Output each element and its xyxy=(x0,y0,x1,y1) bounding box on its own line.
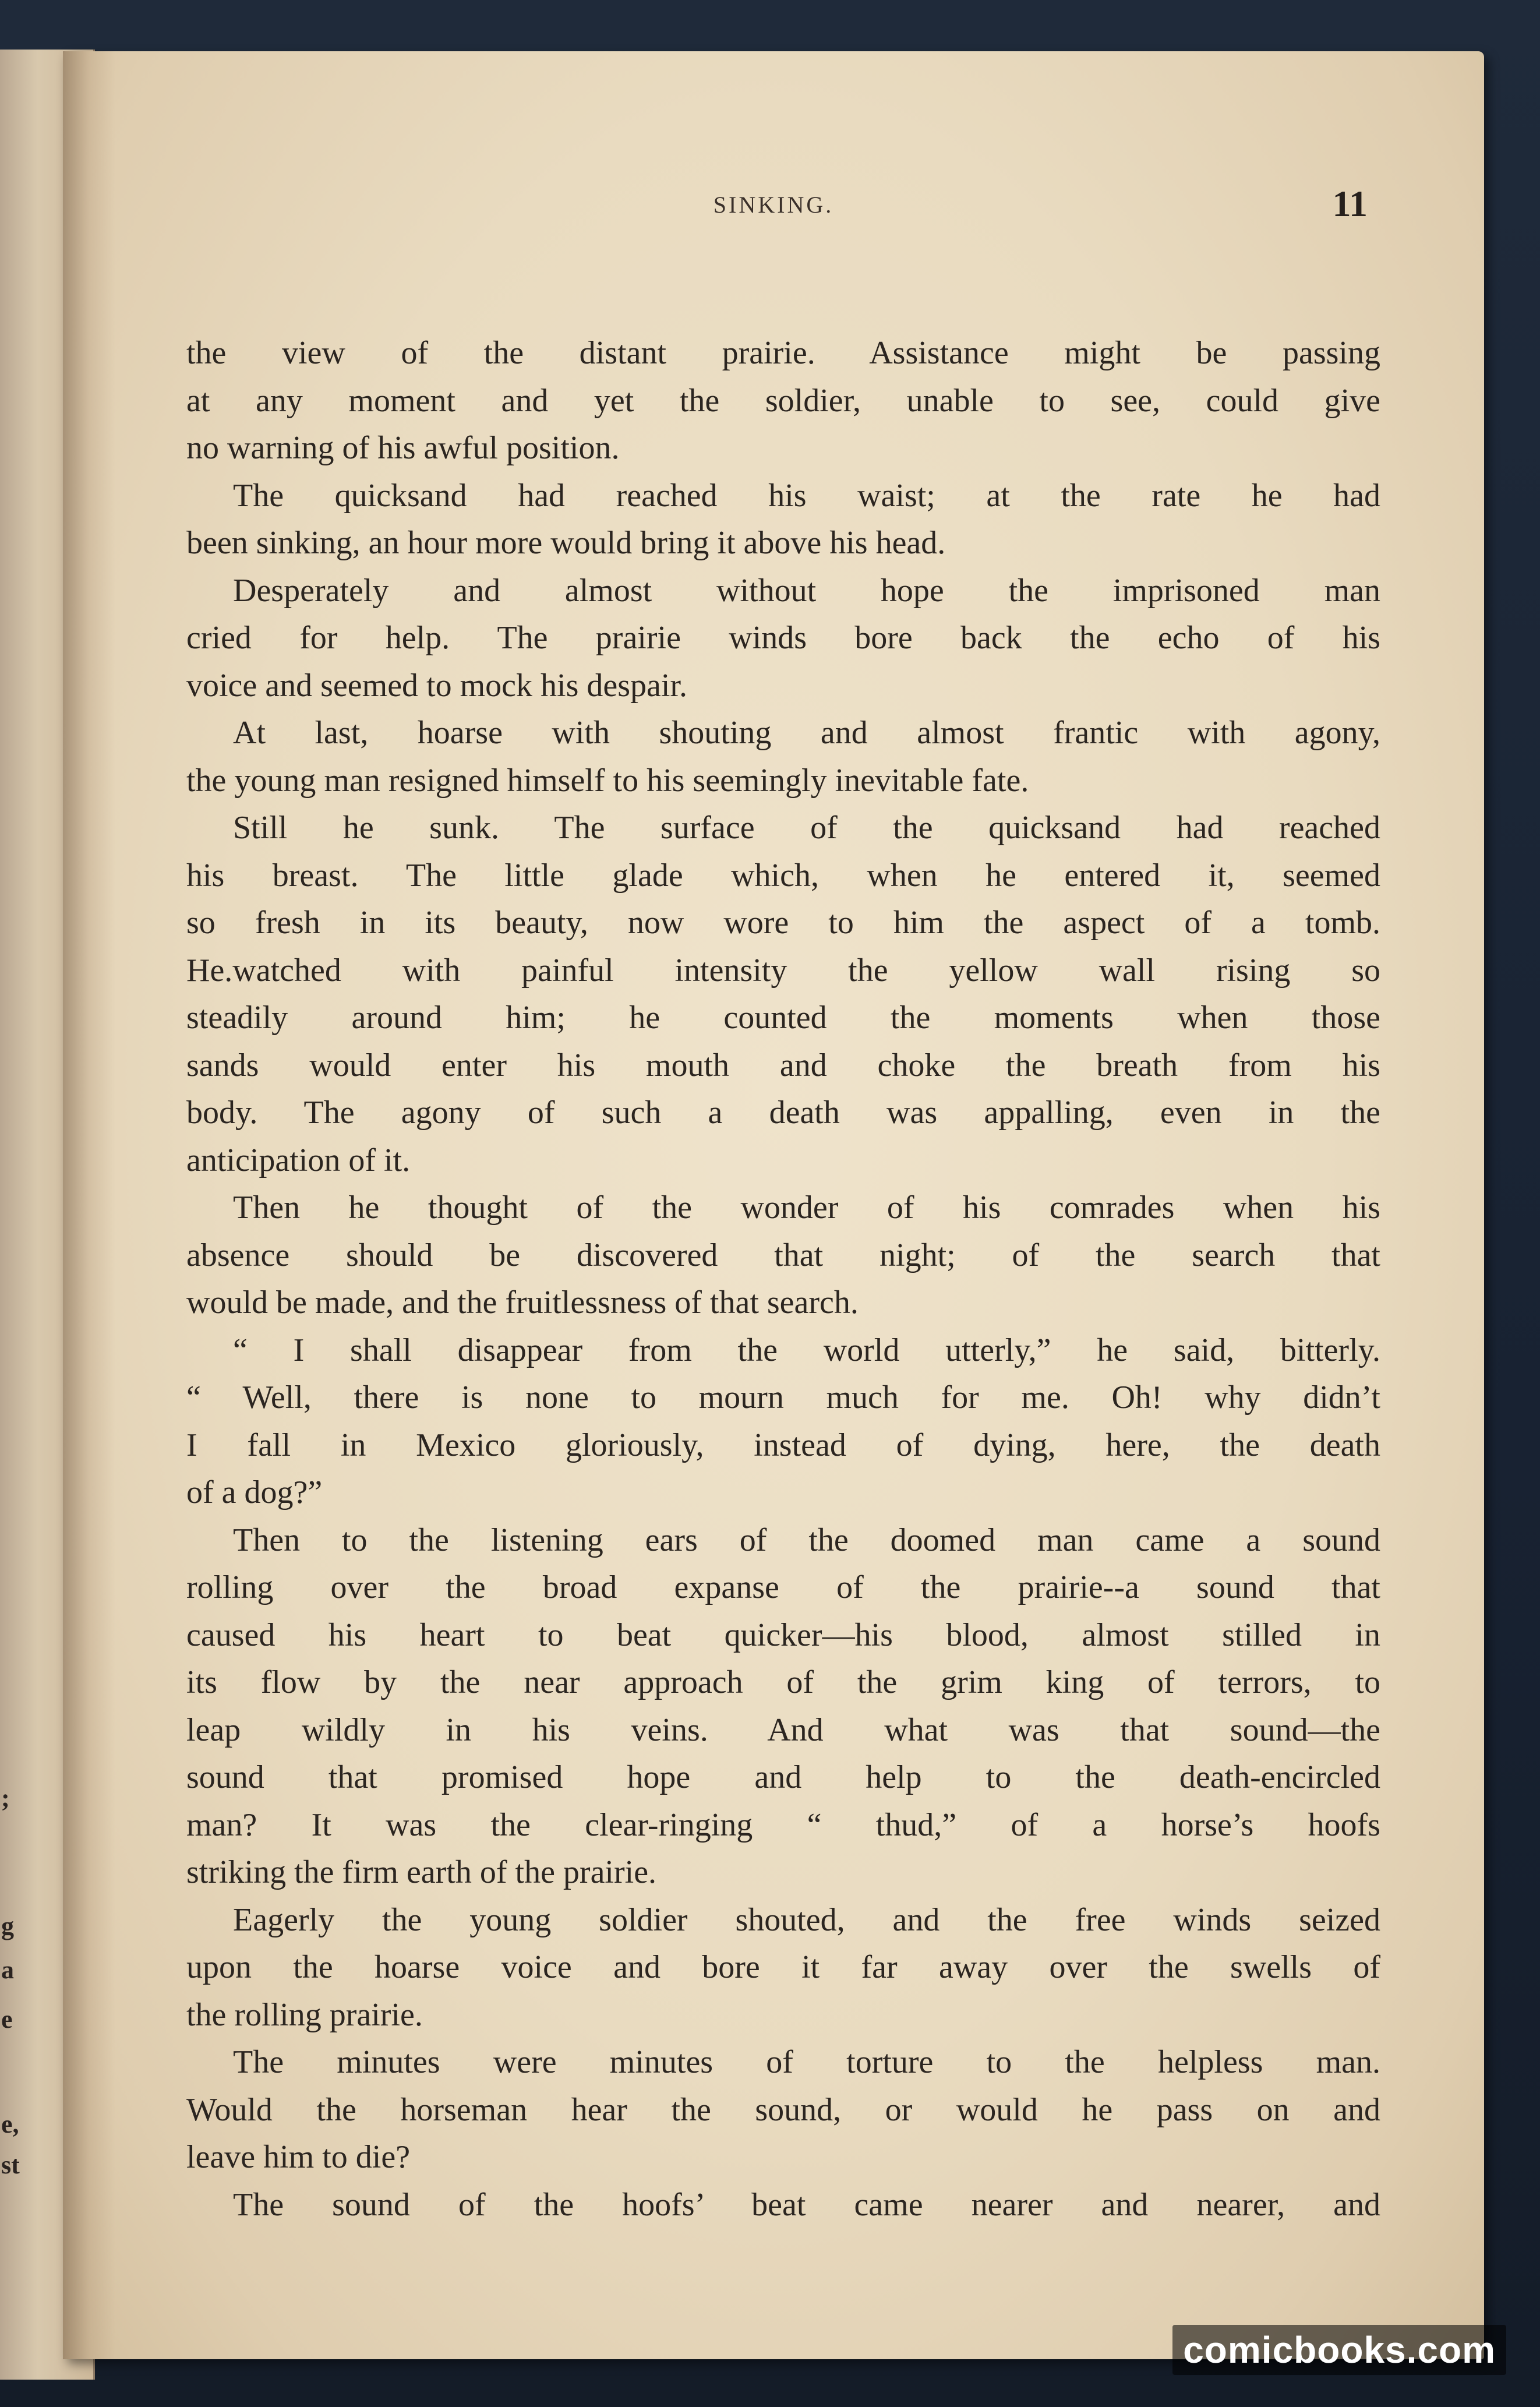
text-line: upon the hoarse voice and bore it far away over the swells of xyxy=(186,1949,1380,1985)
text-line: The quicksand had reached his waist; at the rate he had xyxy=(233,477,1380,514)
text-line: Would the horseman hear the sound, or would he pass on and xyxy=(186,2091,1380,2128)
text-line: sands would enter his mouth and choke the breath from his xyxy=(186,1047,1380,1083)
text-line: I fall in Mexico gloriously, instead of dying, here, the death xyxy=(186,1427,1380,1463)
text-line: “ Well, there is none to mourn much for me. Oh! why didn’t xyxy=(186,1379,1380,1416)
text-line: The sound of the hoofs’ beat came nearer and nearer, and xyxy=(233,2186,1380,2223)
facing-page-fragment: e xyxy=(1,2005,13,2034)
text-line: would be made, and the fruitlessness of that search. xyxy=(186,1284,859,1321)
text-line: striking the firm earth of the prairie. xyxy=(186,1854,657,1890)
text-line: Then to the listening ears of the doomed man came a sound xyxy=(233,1522,1380,1558)
facing-page-fragment: e, xyxy=(1,2110,19,2138)
facing-page-fragment: ; xyxy=(1,1784,10,1812)
running-head: SINKING. xyxy=(713,192,834,218)
text-line: Then he thought of the wonder of his comrades when his xyxy=(233,1190,1380,1226)
text-line: so fresh in its beauty, now wore to him the aspect of a tomb. xyxy=(186,905,1380,941)
text-line: Eagerly the young soldier shouted, and the free winds seized xyxy=(233,1901,1380,1938)
text-line: “ I shall disappear from the world utterly,” he said, bitterly. xyxy=(233,1332,1380,1368)
text-line: no warning of his awful position. xyxy=(186,430,620,466)
text-line: sound that promised hope and help to the death-encircled xyxy=(186,1759,1380,1795)
text-line: rolling over the broad expanse of the prairie--a sound that xyxy=(186,1569,1380,1605)
text-line: He.watched with painful intensity the yellow wall rising so xyxy=(186,952,1380,989)
text-line: leap wildly in his veins. And what was that sound—the xyxy=(186,1711,1380,1748)
text-line: the rolling prairie. xyxy=(186,1996,423,2033)
text-line: man? It was the clear-ringing “ thud,” of a horse’s hoofs xyxy=(186,1806,1380,1843)
site-watermark: comicbooks.com xyxy=(1172,2325,1506,2375)
page-gutter-shadow xyxy=(63,51,115,2359)
text-line: voice and seemed to mock his despair. xyxy=(186,667,687,704)
text-line: At last, hoarse with shouting and almost frantic with agony, xyxy=(233,715,1380,751)
book-page xyxy=(63,51,1484,2359)
text-line: anticipation of it. xyxy=(186,1142,411,1178)
text-line: caused his heart to beat quicker—his blood, almost stilled in xyxy=(186,1617,1380,1653)
facing-page-fragment: g xyxy=(1,1912,14,1940)
text-line: the young man resigned himself to his seemingly inevitable fate. xyxy=(186,762,1029,799)
text-line: steadily around him; he counted the moments when those xyxy=(186,1000,1380,1036)
text-line: been sinking, an hour more would bring it above his head. xyxy=(186,525,946,561)
facing-page-fragment: a xyxy=(1,1956,14,1984)
text-line: Desperately and almost without hope the imprisoned man xyxy=(233,572,1380,609)
text-line: its flow by the near approach of the grim king of terrors, to xyxy=(186,1664,1380,1700)
text-line: Still he sunk. The surface of the quicksand had reached xyxy=(233,810,1380,846)
page-number: 11 xyxy=(1332,183,1368,224)
facing-page-fragment: st xyxy=(1,2151,20,2179)
text-line: absence should be discovered that night; of the search that xyxy=(186,1237,1380,1273)
text-line: his breast. The little glade which, when he entered it, seemed xyxy=(186,857,1380,894)
body-text xyxy=(186,330,1380,2229)
text-line: body. The agony of such a death was appalling, even in the xyxy=(186,1095,1380,1131)
text-line: at any moment and yet the soldier, unable to see, could give xyxy=(186,382,1380,419)
text-line: cried for help. The prairie winds bore back the echo of his xyxy=(186,620,1380,656)
text-line: leave him to die? xyxy=(186,2139,411,2175)
text-line: the view of the distant prairie. Assistance might be passing xyxy=(186,335,1380,371)
text-line: The minutes were minutes of torture to the helpless man. xyxy=(233,2044,1380,2080)
text-line: of a dog?” xyxy=(186,1474,323,1510)
